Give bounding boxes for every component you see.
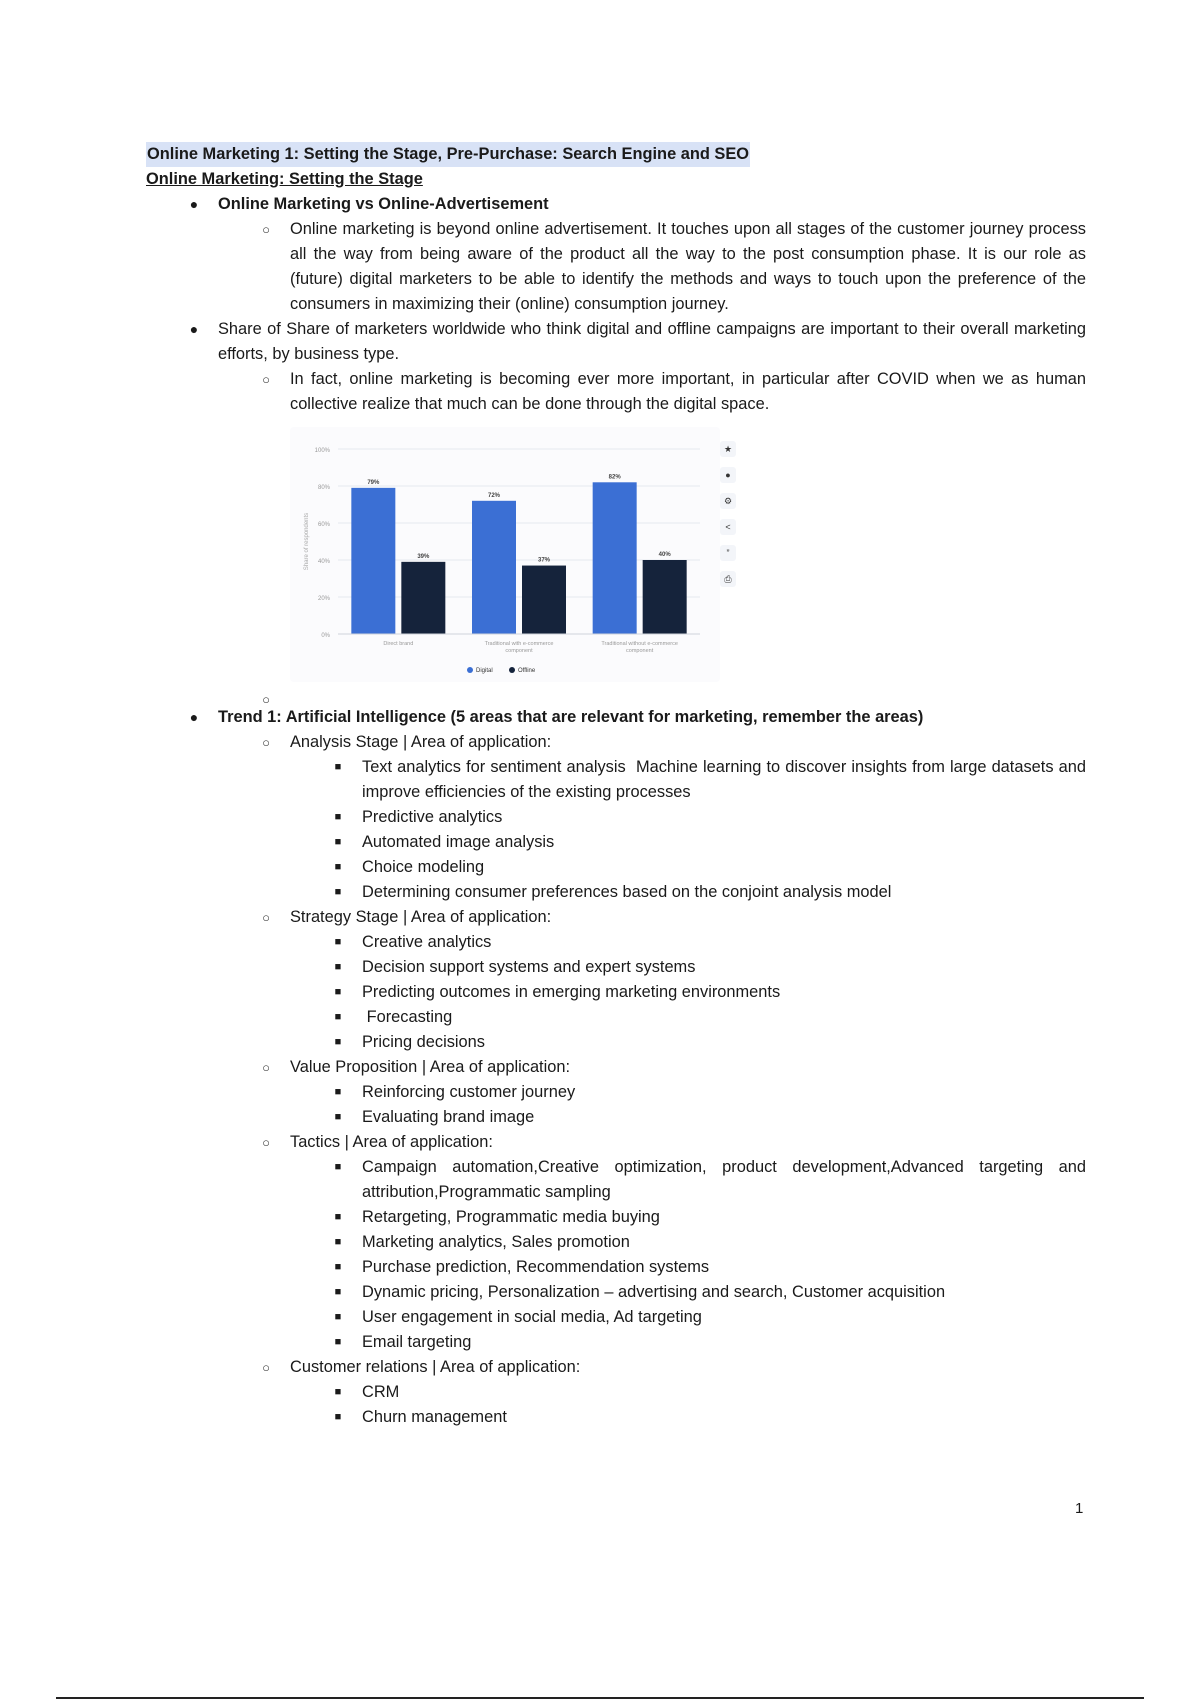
list-item-text: Pricing decisions	[362, 1033, 485, 1051]
legend-marker-offline	[509, 667, 515, 673]
bar-value-label: 79%	[367, 479, 380, 486]
bar-offline	[643, 560, 687, 634]
list-item	[290, 805, 1086, 830]
list-item-text: Retargeting, Programmatic media buying	[362, 1208, 660, 1226]
circle-bullet-icon: ○	[262, 1060, 270, 1075]
y-tick-label: 40%	[317, 559, 330, 565]
list-item-text: Forecasting	[362, 1008, 453, 1026]
square-bullet-icon: ■	[334, 836, 342, 848]
list-item	[290, 930, 1086, 955]
sub-list	[218, 367, 1086, 707]
list-item-text: Automated image analysis	[362, 833, 555, 851]
ai-area-label: Customer relations | Area of application:	[290, 1358, 581, 1376]
paragraph: Share of Share of marketers worldwide who think digital and offline campaigns are important to their overall marketing efforts, by business type.	[218, 320, 1086, 363]
circle-bullet-icon: ○	[262, 222, 270, 237]
circle-bullet-icon: ○	[262, 910, 270, 925]
bottom-divider	[56, 1697, 1144, 1699]
list-item	[290, 1005, 1086, 1030]
x-tick-label-continued: component	[626, 648, 654, 654]
bar-value-label: 72%	[487, 492, 501, 499]
list-item	[146, 705, 1091, 1430]
paragraph: In fact, online marketing is becoming ever more important, in particular after COVID when we as human collective realize that much can be done through the digital space.	[290, 370, 1086, 413]
y-tick-label: 0%	[321, 633, 330, 639]
square-bullet-icon: ■	[334, 811, 342, 823]
bar-digital	[472, 501, 516, 634]
ai-area-group	[218, 1130, 1091, 1355]
square-bullet-icon: ■	[334, 1111, 342, 1123]
list-item-text: Decision support systems and expert systems	[362, 958, 696, 976]
list-item	[290, 1155, 1091, 1205]
list-item-text: User engagement in social media, Ad targeting	[362, 1308, 702, 1326]
bell-icon[interactable]: ●	[720, 467, 736, 483]
square-bullet-icon: ■	[334, 886, 342, 898]
ai-area-items	[290, 1155, 1091, 1355]
list-item	[290, 755, 1091, 805]
ai-area-items	[290, 1080, 1086, 1130]
x-tick-label: Direct brand	[383, 641, 414, 647]
list-item	[290, 1030, 1086, 1055]
square-bullet-icon: ■	[334, 1036, 342, 1048]
x-tick-label: Traditional with e-commerce	[484, 641, 554, 647]
list-item-text: Dynamic pricing, Personalization – advertising and search, Customer acquisition	[362, 1283, 946, 1301]
square-bullet-icon: ■	[334, 1311, 342, 1323]
list-item-text: Text analytics for sentiment analysis Machine learning to discover insights from large datasets and improve efficiencies of the existing processes	[362, 758, 1091, 801]
list-item	[290, 980, 1086, 1005]
page-number: 1	[1075, 1500, 1084, 1517]
bar-chart	[290, 427, 750, 687]
y-tick-label: 20%	[317, 596, 330, 602]
list-item	[290, 1205, 1086, 1230]
ai-area-items	[290, 930, 1086, 1055]
square-bullet-icon: ■	[334, 1236, 342, 1248]
section-subtitle: Online Marketing: Setting the Stage	[146, 170, 423, 188]
list-item	[290, 1330, 1086, 1355]
list-item	[218, 687, 1086, 707]
list-item	[290, 955, 1086, 980]
main-bullet-list	[146, 192, 1091, 1430]
document-title: Online Marketing 1: Setting the Stage, Pre-Purchase: Search Engine and SEO	[146, 142, 750, 167]
ai-area-label: Analysis Stage | Area of application:	[290, 733, 552, 751]
square-bullet-icon: ■	[334, 986, 342, 998]
legend-label: Digital	[476, 668, 493, 674]
list-item	[290, 855, 1086, 880]
y-tick-label: 80%	[317, 485, 330, 491]
list-item-text: Choice modeling	[362, 858, 485, 876]
ai-area-label: Tactics | Area of application:	[290, 1133, 493, 1151]
circle-bullet-icon: ○	[262, 692, 270, 707]
y-tick-label: 60%	[317, 522, 330, 528]
list-item-text: Email targeting	[362, 1333, 472, 1351]
ai-groups-list	[218, 730, 1091, 1430]
list-item-text: Campaign automation,Creative optimization, product development,Advanced targeting and attribution,Programmatic sampling	[362, 1158, 1091, 1201]
list-item	[218, 367, 1086, 687]
circle-bullet-icon: ○	[262, 372, 270, 387]
list-item-text: Purchase prediction, Recommendation systems	[362, 1258, 710, 1276]
list-item	[290, 1305, 1086, 1330]
square-bullet-icon: ■	[334, 1161, 342, 1173]
bullet-icon: ●	[189, 709, 199, 725]
list-item	[290, 1380, 1086, 1405]
bar-digital	[351, 488, 395, 634]
list-item	[290, 1105, 1086, 1130]
x-tick-label-continued: component	[505, 648, 533, 654]
star-icon[interactable]: ★	[720, 441, 736, 457]
square-bullet-icon: ■	[334, 1411, 342, 1423]
bullet-icon: ●	[189, 196, 199, 212]
circle-bullet-icon: ○	[262, 735, 270, 750]
list-item-text: Evaluating brand image	[362, 1108, 535, 1126]
gear-icon[interactable]: ⚙	[720, 493, 736, 509]
square-bullet-icon: ■	[334, 961, 342, 973]
bullet-icon: ●	[189, 321, 199, 337]
square-bullet-icon: ■	[334, 1211, 342, 1223]
square-bullet-icon: ■	[334, 861, 342, 873]
section-heading: Online Marketing vs Online-Advertisement	[218, 195, 549, 213]
list-item-text: Predicting outcomes in emerging marketing environments	[362, 983, 781, 1001]
sub-list	[218, 217, 1086, 317]
ai-area-group	[218, 1055, 1086, 1130]
square-bullet-icon: ■	[334, 761, 342, 773]
list-item-text: Creative analytics	[362, 933, 492, 951]
document-title-row	[146, 142, 1086, 167]
chart-toolbar	[720, 441, 740, 597]
list-item	[290, 830, 1086, 855]
empty-line	[290, 687, 1086, 699]
square-bullet-icon: ■	[334, 1261, 342, 1273]
chart-svg	[290, 427, 720, 687]
bar-offline	[522, 566, 566, 634]
ai-area-items	[290, 755, 1091, 905]
bar-offline	[401, 562, 445, 634]
circle-bullet-icon: ○	[262, 1360, 270, 1375]
list-item	[146, 192, 1086, 317]
ai-area-group	[218, 905, 1086, 1055]
ai-area-group	[218, 1355, 1086, 1430]
list-item	[290, 1080, 1086, 1105]
x-tick-label: Traditional without e-commerce	[601, 641, 678, 647]
bar-value-label: 37%	[537, 557, 551, 564]
list-item	[290, 1255, 1086, 1280]
print-icon[interactable]: ⎙	[720, 571, 736, 587]
bar-value-label: 40%	[658, 552, 671, 558]
document-content	[146, 142, 1091, 1430]
list-item-text: Reinforcing customer journey	[362, 1083, 576, 1101]
share-icon[interactable]: <	[720, 519, 736, 535]
list-item	[290, 1405, 1086, 1430]
list-item	[218, 217, 1086, 317]
ai-area-label: Value Proposition | Area of application:	[290, 1058, 571, 1076]
list-item	[290, 1280, 1086, 1305]
ai-area-items	[290, 1380, 1086, 1430]
list-item-text: Predictive analytics	[362, 808, 503, 826]
list-item	[146, 317, 1086, 707]
legend-marker-digital	[467, 667, 473, 673]
ai-area-label: Strategy Stage | Area of application:	[290, 908, 552, 926]
square-bullet-icon: ■	[334, 1336, 342, 1348]
square-bullet-icon: ■	[334, 1011, 342, 1023]
section-heading: Trend 1: Artificial Intelligence (5 areas that are relevant for marketing, remember the areas)	[218, 708, 924, 726]
list-item	[290, 1230, 1086, 1255]
paragraph: Online marketing is beyond online advertisement. It touches upon all stages of the customer journey process all the way from being aware of the product all the way to the post consumption phase. It is our role as (future) digital marketers to be able to identify the methods and ways to touch upon the preference of the consumers in maximizing their (online) consumption journey.	[290, 220, 1086, 313]
y-tick-label: 100%	[314, 448, 330, 454]
ai-area-group	[218, 730, 1091, 905]
legend-label: Offline	[518, 668, 536, 674]
list-item	[290, 880, 1086, 905]
y-axis-label: Share of respondents	[304, 512, 310, 571]
square-bullet-icon: ■	[334, 1086, 342, 1098]
list-item-text: CRM	[362, 1383, 400, 1401]
square-bullet-icon: ■	[334, 936, 342, 948]
list-item-text: Marketing analytics, Sales promotion	[362, 1233, 630, 1251]
bar-digital	[593, 482, 637, 634]
square-bullet-icon: ■	[334, 1286, 342, 1298]
circle-bullet-icon: ○	[262, 1135, 270, 1150]
bar-value-label: 39%	[417, 553, 430, 560]
list-item-text: Determining consumer preferences based on the conjoint analysis model	[362, 883, 892, 901]
list-item-text: Churn management	[362, 1408, 507, 1426]
square-bullet-icon: ■	[334, 1386, 342, 1398]
bar-value-label: 82%	[608, 474, 621, 481]
quote-icon[interactable]: ”	[720, 545, 736, 561]
